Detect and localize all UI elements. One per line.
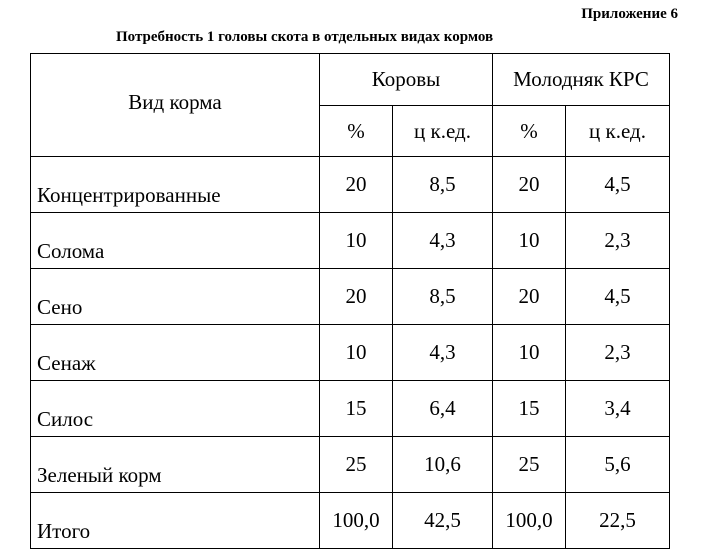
- value-cell: 22,5: [566, 493, 670, 549]
- appendix-label: Приложение 6: [581, 6, 678, 22]
- feed-name-cell: Концентрированные: [31, 157, 320, 213]
- value-cell: 4,3: [393, 213, 493, 269]
- header-row-groups: [31, 54, 670, 106]
- unit-header-young-percent: %: [493, 106, 566, 157]
- table-row-total: [31, 493, 670, 549]
- value-cell: 10: [493, 325, 566, 381]
- value-cell: 20: [320, 269, 393, 325]
- unit-header-cows-feed-units: ц к.ед.: [393, 106, 493, 157]
- value-cell: 4,5: [566, 157, 670, 213]
- table-row: [31, 213, 670, 269]
- value-cell: 4,3: [393, 325, 493, 381]
- feed-name-cell: Итого: [31, 493, 320, 549]
- value-cell: 25: [320, 437, 393, 493]
- feed-name-cell: Сено: [31, 269, 320, 325]
- column-group-young-cattle: Молодняк КРС: [493, 54, 670, 106]
- value-cell: 10: [493, 213, 566, 269]
- unit-header-young-feed-units: ц к.ед.: [566, 106, 670, 157]
- value-cell: 10: [320, 325, 393, 381]
- column-group-cows: Коровы: [320, 54, 493, 106]
- document-title: Потребность 1 головы скота в отдельных видах кормов: [116, 29, 494, 45]
- table-row: [31, 157, 670, 213]
- value-cell: 10,6: [393, 437, 493, 493]
- value-cell: 100,0: [493, 493, 566, 549]
- table-row: [31, 325, 670, 381]
- value-cell: 20: [493, 157, 566, 213]
- value-cell: 100,0: [320, 493, 393, 549]
- feed-name-cell: Силос: [31, 381, 320, 437]
- value-cell: 4,5: [566, 269, 670, 325]
- value-cell: 25: [493, 437, 566, 493]
- value-cell: 8,5: [393, 157, 493, 213]
- value-cell: 2,3: [566, 213, 670, 269]
- value-cell: 5,6: [566, 437, 670, 493]
- value-cell: 42,5: [393, 493, 493, 549]
- value-cell: 3,4: [566, 381, 670, 437]
- table-row: [31, 381, 670, 437]
- value-cell: 2,3: [566, 325, 670, 381]
- value-cell: 15: [493, 381, 566, 437]
- column-header-feed-type: Вид корма: [31, 54, 320, 157]
- value-cell: 8,5: [393, 269, 493, 325]
- feed-name-cell: Сенаж: [31, 325, 320, 381]
- unit-header-cows-percent: %: [320, 106, 393, 157]
- value-cell: 20: [493, 269, 566, 325]
- feed-requirements-table: [30, 53, 670, 549]
- value-cell: 20: [320, 157, 393, 213]
- table-row: [31, 437, 670, 493]
- table-row: [31, 269, 670, 325]
- value-cell: 10: [320, 213, 393, 269]
- feed-name-cell: Солома: [31, 213, 320, 269]
- feed-name-cell: Зеленый корм: [31, 437, 320, 493]
- value-cell: 6,4: [393, 381, 493, 437]
- value-cell: 15: [320, 381, 393, 437]
